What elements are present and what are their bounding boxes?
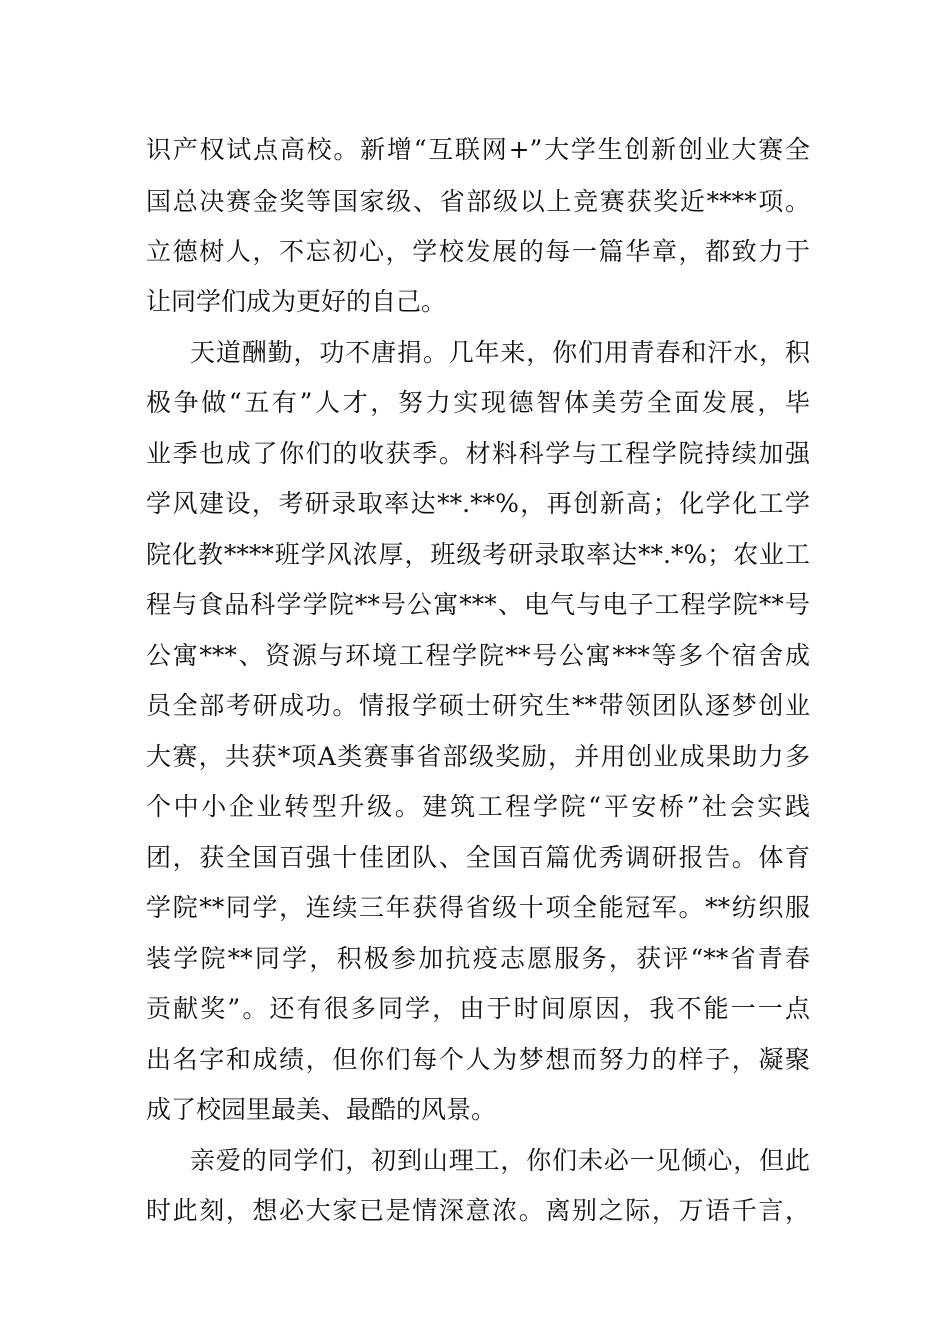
text-line-8: 学风建设，考研录取率达**.**%，再创新高；化学化工学 — [146, 489, 810, 518]
text-line-9: 院化教****班学风浓厚，班级考研录取率达**.*%；农业工 — [146, 540, 810, 569]
text-line-17: 装学院**同学，积极参加抗疫志愿服务，获评“**省青春 — [146, 944, 810, 973]
text-line-14: 个中小企业转型升级。建筑工程学院“平安桥”社会实践 — [146, 792, 810, 821]
text-line-13: 大赛，共获*项A类赛事省部级奖励，并用创业成果助力多 — [146, 742, 810, 771]
text-line-4: 让同学们成为更好的自己。 — [146, 287, 447, 316]
text-line-1: 识产权试点高校。新增“互联网+”大学生创新创业大赛全 — [146, 135, 810, 164]
paragraph-3-first-line: 亲爱的同学们，初到山理工，你们未必一见倾心，但此 — [190, 1146, 810, 1175]
text-line-11: 公寓***、资源与环境工程学院**号公寓***等多个宿舍成 — [146, 641, 810, 670]
text-line-22: 时此刻，想必大家已是情深意浓。离别之际，万语千言， — [146, 1196, 810, 1225]
text-line-7: 业季也成了你们的收获季。材料科学与工程学院持续加强 — [146, 439, 810, 468]
text-line-15: 团，获全国百强十佳团队、全国百篇优秀调研报告。体育 — [146, 843, 810, 872]
text-line-16: 学院**同学，连续三年获得省级十项全能冠军。**纺织服 — [146, 893, 810, 922]
paragraph-2-first-line: 天道酬勤，功不唐捐。几年来，你们用青春和汗水，积 — [190, 338, 810, 367]
text-line-2: 国总决赛金奖等国家级、省部级以上竞赛获奖近****项。 — [146, 187, 810, 216]
text-line-19: 出名字和成绩，但你们每个人为梦想而努力的样子，凝聚 — [146, 1045, 810, 1074]
text-line-18: 贡献奖”。还有很多同学，由于时间原因，我不能一一点 — [146, 994, 810, 1023]
text-line-3: 立德树人，不忘初心，学校发展的每一篇华章，都致力于 — [146, 237, 810, 266]
text-line-6: 极争做“五有”人才，努力实现德智体美劳全面发展，毕 — [146, 388, 810, 417]
text-line-12: 员全部考研成功。情报学硕士研究生**带领团队逐梦创业 — [146, 691, 810, 720]
text-line-10: 程与食品科学学院**号公寓***、电气与电子工程学院**号 — [146, 590, 810, 619]
text-line-20: 成了校园里最美、最酷的风景。 — [146, 1095, 497, 1124]
